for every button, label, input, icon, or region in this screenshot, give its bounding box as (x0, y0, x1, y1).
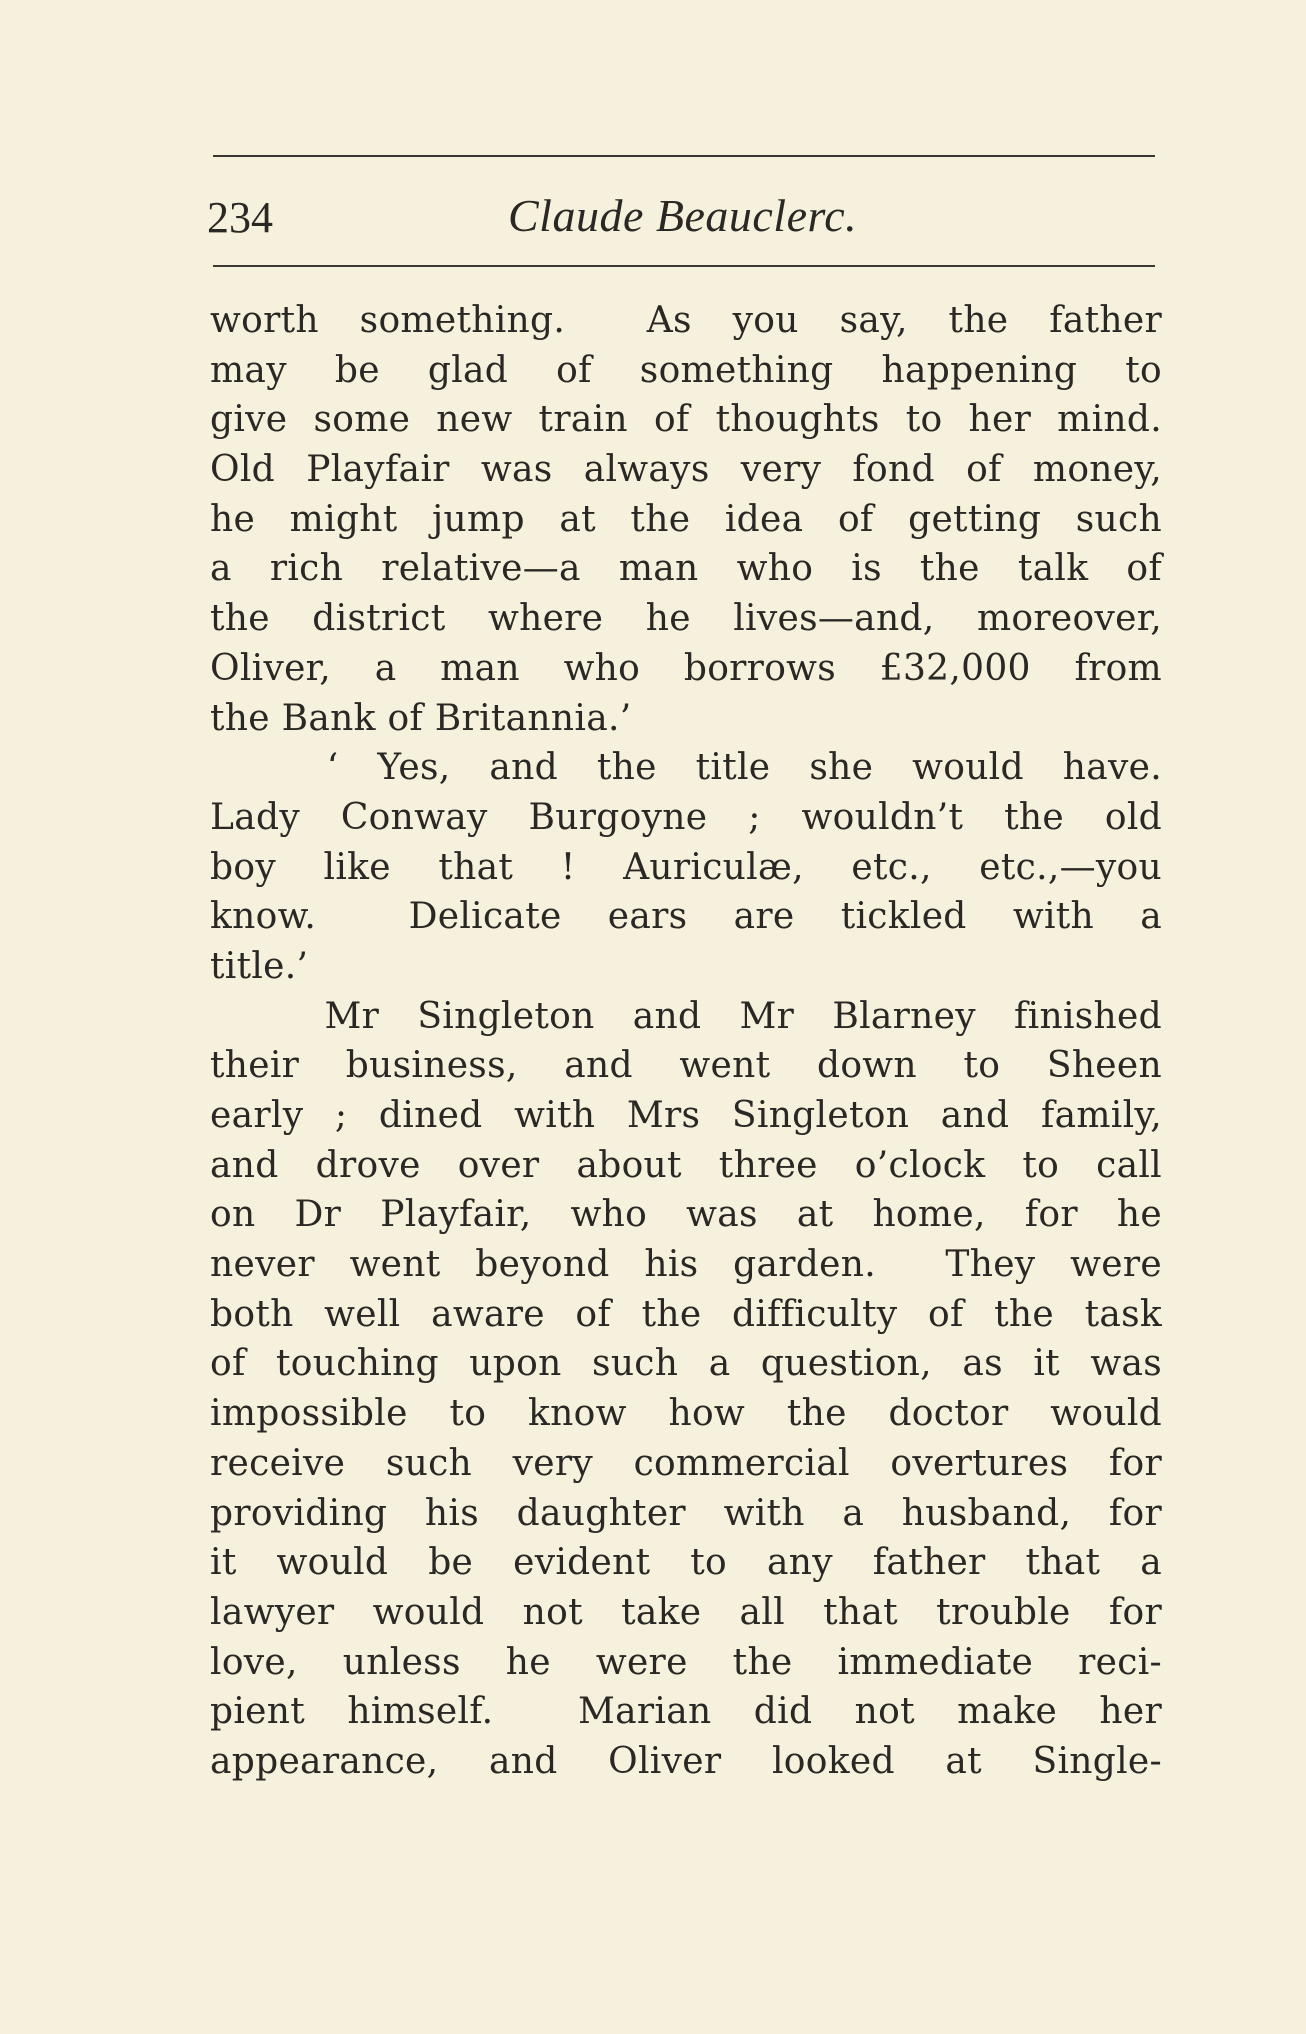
running-title: Claude Beauclerc. (508, 190, 858, 241)
text-line: it would be evident to any father that a (210, 1542, 1162, 1584)
text-line: may be glad of something happening to (210, 349, 1162, 391)
text-line: lawyer would not take all that trouble for (210, 1591, 1162, 1633)
text-line: boy like that ! Auriculæ, etc., etc.,—you (210, 846, 1162, 888)
text-line: the district where he lives—and, moreover, (210, 598, 1162, 640)
text-line: worth something. As you say, the father (210, 300, 1162, 341)
text-line: their business, and went down to Sheen (210, 1045, 1162, 1087)
text-line: the Bank of Britannia.’ (210, 697, 632, 739)
text-line: ‘ Yes, and the title she would have. (210, 747, 1162, 789)
text-line: Oliver, a man who borrows £32,000 from (210, 647, 1162, 689)
text-line: title.’ (210, 945, 309, 987)
text-line: of touching upon such a question, as it was (210, 1343, 1162, 1385)
text-line: love, unless he were the immediate reci- (210, 1641, 1162, 1683)
text-line: providing his daughter with a husband, for (210, 1492, 1162, 1534)
text-line: and drove over about three o’clock to call (210, 1144, 1162, 1186)
text-line: a rich relative—a man who is the talk of (210, 548, 1162, 590)
text-line: Mr Singleton and Mr Blarney finished (210, 995, 1162, 1037)
text-line: Lady Conway Burgoyne ; wouldn’t the old (210, 796, 1162, 838)
text-line: know. Delicate ears are tickled with a (210, 896, 1162, 938)
text-line: appearance, and Oliver looked at Single- (210, 1740, 1162, 1782)
text-line: Old Playfair was always very fond of money, (210, 449, 1162, 491)
body-text (210, 296, 1162, 1787)
text-line: impossible to know how the doctor would (210, 1393, 1162, 1435)
header-rule-bottom (213, 265, 1155, 267)
text-line: on Dr Playfair, who was at home, for he (210, 1194, 1162, 1236)
text-line: receive such very commercial overtures for (210, 1442, 1162, 1484)
page-number: 234 (207, 193, 273, 242)
text-line: both well aware of the difficulty of the task (210, 1293, 1162, 1335)
text-line: give some new train of thoughts to her mind. (210, 399, 1162, 441)
text-line: early ; dined with Mrs Singleton and family, (210, 1095, 1162, 1136)
text-line: never went beyond his garden. They were (210, 1244, 1162, 1286)
header-rule-top (213, 155, 1155, 157)
text-line: he might jump at the idea of getting such (210, 498, 1162, 540)
text-line: pient himself. Marian did not make her (210, 1691, 1162, 1733)
